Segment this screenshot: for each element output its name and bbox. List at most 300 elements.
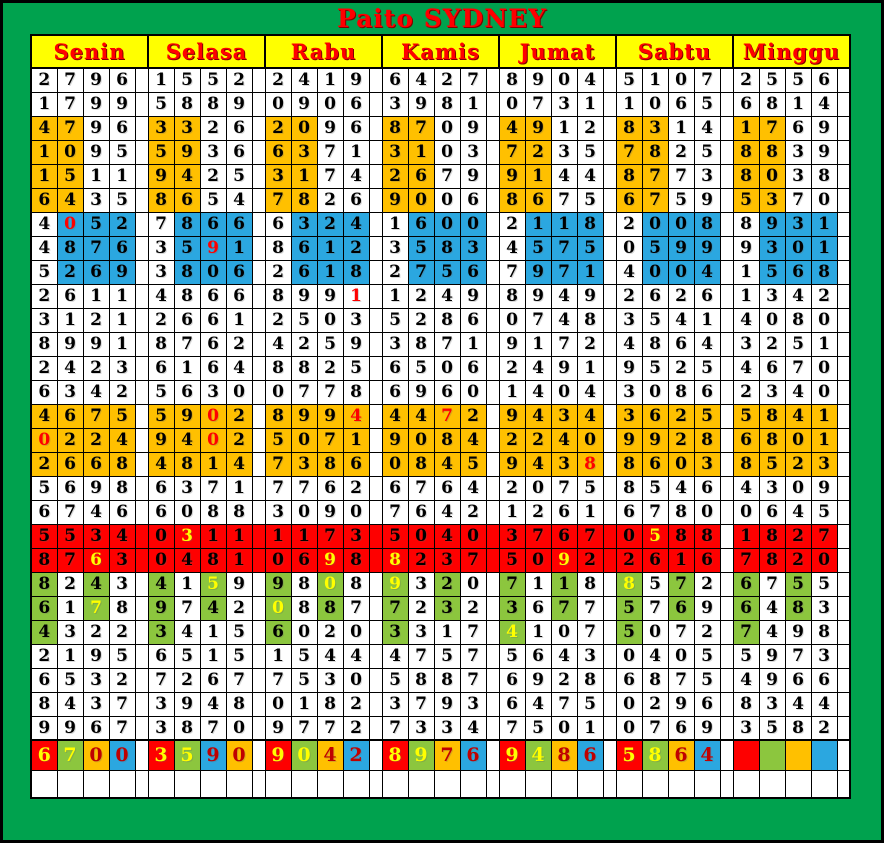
separator-cell <box>486 572 499 596</box>
digit-cell: 1 <box>200 644 226 668</box>
digit-cell: 1 <box>577 716 603 740</box>
digit-cell: 8 <box>551 740 577 770</box>
digit-cell: 7 <box>174 596 200 620</box>
separator-cell <box>603 572 616 596</box>
digit-cell: 7 <box>148 668 174 692</box>
digit-cell: 7 <box>382 596 408 620</box>
digit-cell: 7 <box>200 716 226 740</box>
digit-cell: 5 <box>759 68 785 92</box>
digit-cell: 6 <box>83 716 109 740</box>
digit-cell: 9 <box>83 140 109 164</box>
digit-cell: 0 <box>616 692 642 716</box>
digit-cell: 8 <box>642 740 668 770</box>
digit-cell: 4 <box>551 164 577 188</box>
digit-cell: 8 <box>733 140 759 164</box>
page-title: Paito SYDNEY <box>336 4 548 33</box>
digit-cell: 6 <box>382 68 408 92</box>
digit-cell: 3 <box>785 140 811 164</box>
digit-cell: 7 <box>291 476 317 500</box>
digit-cell: 1 <box>226 524 252 548</box>
digit-cell: 7 <box>408 692 434 716</box>
separator-cell <box>135 404 148 428</box>
digit-cell: 7 <box>785 356 811 380</box>
table-row <box>31 452 850 476</box>
digit-cell: 5 <box>668 188 694 212</box>
digit-cell: 2 <box>109 380 135 404</box>
table-row <box>31 140 850 164</box>
digit-cell: 5 <box>577 140 603 164</box>
digit-cell: 0 <box>408 428 434 452</box>
digit-cell: 2 <box>148 308 174 332</box>
digit-cell: 2 <box>616 284 642 308</box>
digit-cell: 8 <box>408 668 434 692</box>
digit-cell: 7 <box>109 716 135 740</box>
digit-cell: 9 <box>265 716 291 740</box>
digit-cell: 6 <box>382 356 408 380</box>
digit-cell: 6 <box>460 356 486 380</box>
digit-cell <box>551 770 577 798</box>
digit-cell: 6 <box>174 380 200 404</box>
digit-cell: 0 <box>291 116 317 140</box>
digit-cell: 0 <box>616 236 642 260</box>
digit-cell: 1 <box>317 236 343 260</box>
separator-cell <box>486 716 499 740</box>
separator-cell <box>486 596 499 620</box>
digit-cell: 1 <box>109 332 135 356</box>
digit-cell: 9 <box>577 284 603 308</box>
digit-cell: 6 <box>226 284 252 308</box>
table-row <box>31 116 850 140</box>
separator-cell <box>837 644 850 668</box>
digit-cell: 2 <box>694 572 720 596</box>
digit-cell: 6 <box>148 644 174 668</box>
separator-cell <box>135 380 148 404</box>
digit-cell: 9 <box>291 92 317 116</box>
digit-cell: 3 <box>759 380 785 404</box>
digit-cell: 1 <box>551 572 577 596</box>
digit-cell: 9 <box>434 692 460 716</box>
digit-cell: 9 <box>31 716 57 740</box>
digit-cell: 8 <box>382 116 408 140</box>
digit-cell: 6 <box>343 116 369 140</box>
digit-cell: 6 <box>226 140 252 164</box>
digit-cell: 2 <box>668 404 694 428</box>
digit-cell: 1 <box>525 332 551 356</box>
digit-cell: 6 <box>668 332 694 356</box>
digit-cell: 1 <box>226 548 252 572</box>
digit-cell: 4 <box>109 524 135 548</box>
digit-cell: 2 <box>31 356 57 380</box>
digit-cell: 6 <box>57 284 83 308</box>
digit-cell: 2 <box>668 140 694 164</box>
digit-cell: 6 <box>525 644 551 668</box>
digit-cell <box>668 770 694 798</box>
digit-cell: 7 <box>759 572 785 596</box>
separator-cell <box>486 236 499 260</box>
separator-cell <box>135 572 148 596</box>
digit-cell: 0 <box>668 260 694 284</box>
digit-cell: 5 <box>31 476 57 500</box>
digit-cell: 3 <box>291 140 317 164</box>
separator-cell <box>252 500 265 524</box>
digit-cell: 7 <box>525 524 551 548</box>
digit-cell: 5 <box>174 740 200 770</box>
separator-cell <box>837 308 850 332</box>
separator-cell <box>135 260 148 284</box>
digit-cell: 3 <box>382 92 408 116</box>
separator-cell <box>252 596 265 620</box>
digit-cell: 8 <box>317 596 343 620</box>
digit-cell: 4 <box>83 572 109 596</box>
separator-cell <box>135 500 148 524</box>
digit-cell: 3 <box>785 164 811 188</box>
separator-cell <box>603 284 616 308</box>
digit-cell: 7 <box>460 668 486 692</box>
digit-cell: 2 <box>577 332 603 356</box>
separator-cell <box>837 428 850 452</box>
separator-cell <box>603 116 616 140</box>
separator-cell <box>252 524 265 548</box>
separator-cell <box>720 572 733 596</box>
separator-cell <box>135 668 148 692</box>
digit-cell: 6 <box>31 740 57 770</box>
digit-cell: 4 <box>83 380 109 404</box>
digit-cell: 6 <box>551 524 577 548</box>
digit-cell: 0 <box>226 716 252 740</box>
digit-cell: 9 <box>83 68 109 92</box>
separator-cell <box>837 260 850 284</box>
digit-cell: 7 <box>408 260 434 284</box>
digit-cell: 2 <box>226 596 252 620</box>
digit-cell: 1 <box>668 548 694 572</box>
separator-cell <box>135 524 148 548</box>
digit-cell: 2 <box>57 572 83 596</box>
digit-cell: 6 <box>668 596 694 620</box>
digit-cell: 5 <box>811 500 837 524</box>
separator-cell <box>135 356 148 380</box>
digit-cell: 9 <box>694 716 720 740</box>
separator-cell <box>486 284 499 308</box>
digit-cell: 3 <box>382 140 408 164</box>
digit-cell <box>694 770 720 798</box>
digit-cell: 2 <box>434 68 460 92</box>
digit-cell: 5 <box>31 524 57 548</box>
digit-cell: 3 <box>174 476 200 500</box>
digit-cell: 8 <box>174 716 200 740</box>
digit-cell: 1 <box>577 260 603 284</box>
table-row <box>31 356 850 380</box>
digit-cell: 9 <box>460 164 486 188</box>
digit-cell: 0 <box>265 692 291 716</box>
digit-cell: 4 <box>343 404 369 428</box>
digit-cell: 9 <box>343 332 369 356</box>
separator-cell <box>837 596 850 620</box>
separator-cell <box>252 644 265 668</box>
digit-cell: 9 <box>317 116 343 140</box>
separator-cell <box>486 620 499 644</box>
digit-cell: 3 <box>83 188 109 212</box>
separator-cell <box>135 548 148 572</box>
digit-cell: 2 <box>668 284 694 308</box>
separator-cell <box>603 380 616 404</box>
digit-cell: 6 <box>291 260 317 284</box>
digit-cell: 4 <box>525 404 551 428</box>
digit-cell: 5 <box>83 212 109 236</box>
digit-cell: 4 <box>733 668 759 692</box>
table-row <box>31 92 850 116</box>
digit-cell: 1 <box>317 260 343 284</box>
digit-cell: 4 <box>408 404 434 428</box>
digit-cell: 2 <box>31 68 57 92</box>
separator-cell <box>369 260 382 284</box>
digit-cell: 2 <box>577 548 603 572</box>
digit-cell: 6 <box>551 500 577 524</box>
digit-cell: 4 <box>525 692 551 716</box>
table-row <box>31 212 850 236</box>
separator-cell <box>837 284 850 308</box>
digit-cell: 2 <box>343 716 369 740</box>
digit-cell: 8 <box>174 212 200 236</box>
digit-cell: 1 <box>83 164 109 188</box>
separator-cell <box>486 356 499 380</box>
separator-cell <box>369 404 382 428</box>
digit-cell: 5 <box>109 644 135 668</box>
header-row <box>31 35 850 68</box>
digit-cell: 9 <box>317 284 343 308</box>
digit-cell: 6 <box>226 260 252 284</box>
digit-cell: 8 <box>733 692 759 716</box>
digit-cell: 3 <box>148 716 174 740</box>
digit-cell: 4 <box>785 380 811 404</box>
separator-cell <box>486 692 499 716</box>
digit-cell: 1 <box>382 284 408 308</box>
digit-cell: 6 <box>57 404 83 428</box>
separator-cell <box>837 452 850 476</box>
digit-cell: 5 <box>759 452 785 476</box>
digit-cell: 4 <box>525 740 551 770</box>
digit-cell: 8 <box>642 332 668 356</box>
digit-cell: 0 <box>460 524 486 548</box>
digit-cell: 8 <box>616 164 642 188</box>
digit-cell: 5 <box>785 68 811 92</box>
digit-cell: 3 <box>434 716 460 740</box>
digit-cell: 8 <box>317 452 343 476</box>
digit-cell: 2 <box>226 68 252 92</box>
separator-cell <box>720 212 733 236</box>
digit-cell: 4 <box>499 116 525 140</box>
digit-cell: 4 <box>616 260 642 284</box>
digit-cell: 5 <box>317 332 343 356</box>
digit-cell: 3 <box>265 500 291 524</box>
digit-cell: 7 <box>317 380 343 404</box>
digit-cell: 2 <box>460 500 486 524</box>
digit-cell: 7 <box>57 740 83 770</box>
digit-cell: 7 <box>577 596 603 620</box>
digit-cell: 0 <box>200 428 226 452</box>
digit-cell <box>811 740 837 770</box>
digit-cell: 8 <box>200 92 226 116</box>
digit-cell: 2 <box>668 356 694 380</box>
digit-cell: 8 <box>759 428 785 452</box>
digit-cell <box>200 770 226 798</box>
separator-cell <box>486 404 499 428</box>
digit-cell: 3 <box>759 692 785 716</box>
digit-cell: 3 <box>551 452 577 476</box>
digit-cell: 5 <box>642 236 668 260</box>
digit-cell: 4 <box>577 380 603 404</box>
digit-cell: 4 <box>174 548 200 572</box>
digit-cell: 8 <box>408 332 434 356</box>
separator-cell <box>837 740 850 770</box>
digit-cell: 2 <box>408 548 434 572</box>
digit-cell: 5 <box>616 596 642 620</box>
digit-cell: 8 <box>642 668 668 692</box>
digit-cell: 7 <box>499 260 525 284</box>
digit-cell: 5 <box>57 164 83 188</box>
digit-cell: 4 <box>291 68 317 92</box>
digit-cell: 9 <box>694 236 720 260</box>
digit-cell <box>226 770 252 798</box>
digit-cell: 3 <box>499 596 525 620</box>
separator-cell <box>837 524 850 548</box>
separator-cell <box>603 620 616 644</box>
separator-cell <box>369 428 382 452</box>
digit-cell: 2 <box>668 428 694 452</box>
digit-cell: 0 <box>200 404 226 428</box>
separator-cell <box>603 452 616 476</box>
digit-cell: 7 <box>577 524 603 548</box>
digit-cell: 2 <box>382 164 408 188</box>
digit-cell: 6 <box>31 188 57 212</box>
digit-cell: 8 <box>434 428 460 452</box>
digit-cell: 4 <box>785 692 811 716</box>
digit-cell: 5 <box>57 668 83 692</box>
separator-cell <box>252 692 265 716</box>
digit-cell: 7 <box>265 476 291 500</box>
digit-cell: 0 <box>551 716 577 740</box>
digit-cell: 7 <box>434 164 460 188</box>
digit-cell: 6 <box>616 188 642 212</box>
digit-cell: 4 <box>382 644 408 668</box>
digit-cell <box>525 770 551 798</box>
digit-cell: 9 <box>148 164 174 188</box>
digit-cell: 9 <box>811 140 837 164</box>
digit-cell: 5 <box>174 644 200 668</box>
digit-cell <box>811 770 837 798</box>
digit-cell: 9 <box>811 476 837 500</box>
digit-cell <box>642 770 668 798</box>
digit-cell: 6 <box>57 452 83 476</box>
digit-cell: 6 <box>291 548 317 572</box>
digit-cell: 8 <box>577 668 603 692</box>
digit-cell: 5 <box>291 644 317 668</box>
table-row <box>31 164 850 188</box>
digit-cell: 3 <box>408 716 434 740</box>
digit-cell <box>382 770 408 798</box>
empty-row <box>31 770 850 798</box>
digit-cell: 5 <box>577 692 603 716</box>
digit-cell: 4 <box>174 620 200 644</box>
digit-cell: 5 <box>525 716 551 740</box>
digit-cell: 3 <box>382 620 408 644</box>
digit-cell: 5 <box>408 356 434 380</box>
digit-cell: 7 <box>811 524 837 548</box>
digit-cell: 7 <box>408 116 434 140</box>
table-row <box>31 404 850 428</box>
table-row <box>31 500 850 524</box>
digit-cell: 2 <box>109 668 135 692</box>
digit-cell: 4 <box>31 116 57 140</box>
digit-cell: 1 <box>551 212 577 236</box>
digit-cell: 4 <box>551 308 577 332</box>
digit-cell: 4 <box>577 68 603 92</box>
digit-cell: 6 <box>109 116 135 140</box>
digit-cell: 7 <box>343 596 369 620</box>
separator-cell <box>135 164 148 188</box>
digit-cell: 6 <box>265 620 291 644</box>
separator-cell <box>486 68 499 92</box>
digit-cell: 0 <box>811 188 837 212</box>
separator-cell <box>837 116 850 140</box>
digit-cell: 9 <box>785 620 811 644</box>
digit-cell: 0 <box>265 548 291 572</box>
digit-cell: 2 <box>343 692 369 716</box>
digit-cell: 0 <box>811 308 837 332</box>
digit-cell: 9 <box>616 356 642 380</box>
digit-cell: 1 <box>83 284 109 308</box>
separator-cell <box>837 140 850 164</box>
digit-cell: 9 <box>83 332 109 356</box>
digit-cell: 7 <box>642 500 668 524</box>
digit-cell: 2 <box>759 332 785 356</box>
digit-cell: 4 <box>525 356 551 380</box>
digit-cell: 1 <box>148 68 174 92</box>
digit-cell: 8 <box>265 356 291 380</box>
digit-cell: 1 <box>317 68 343 92</box>
separator-cell <box>135 308 148 332</box>
digit-cell: 3 <box>551 140 577 164</box>
digit-cell: 1 <box>382 212 408 236</box>
digit-cell: 7 <box>174 332 200 356</box>
digit-cell: 5 <box>811 572 837 596</box>
digit-cell: 8 <box>759 524 785 548</box>
digit-cell: 0 <box>642 92 668 116</box>
digit-cell: 1 <box>525 164 551 188</box>
table-row <box>31 476 850 500</box>
digit-cell: 0 <box>759 164 785 188</box>
digit-cell: 2 <box>499 428 525 452</box>
digit-cell: 7 <box>551 476 577 500</box>
digit-cell: 3 <box>382 692 408 716</box>
digit-cell: 8 <box>733 212 759 236</box>
digit-cell: 6 <box>759 356 785 380</box>
digit-cell: 2 <box>317 188 343 212</box>
digit-cell: 5 <box>733 188 759 212</box>
digit-cell: 3 <box>551 404 577 428</box>
digit-cell: 8 <box>382 548 408 572</box>
digit-cell: 0 <box>265 92 291 116</box>
digit-cell: 9 <box>317 500 343 524</box>
day-header-jumat: Jumat <box>499 35 616 68</box>
digit-cell: 2 <box>31 284 57 308</box>
digit-cell: 0 <box>291 620 317 644</box>
separator-cell <box>837 380 850 404</box>
day-header-senin: Senin <box>31 35 148 68</box>
digit-cell: 8 <box>174 452 200 476</box>
separator-cell <box>603 260 616 284</box>
separator-cell <box>369 572 382 596</box>
separator-cell <box>486 332 499 356</box>
